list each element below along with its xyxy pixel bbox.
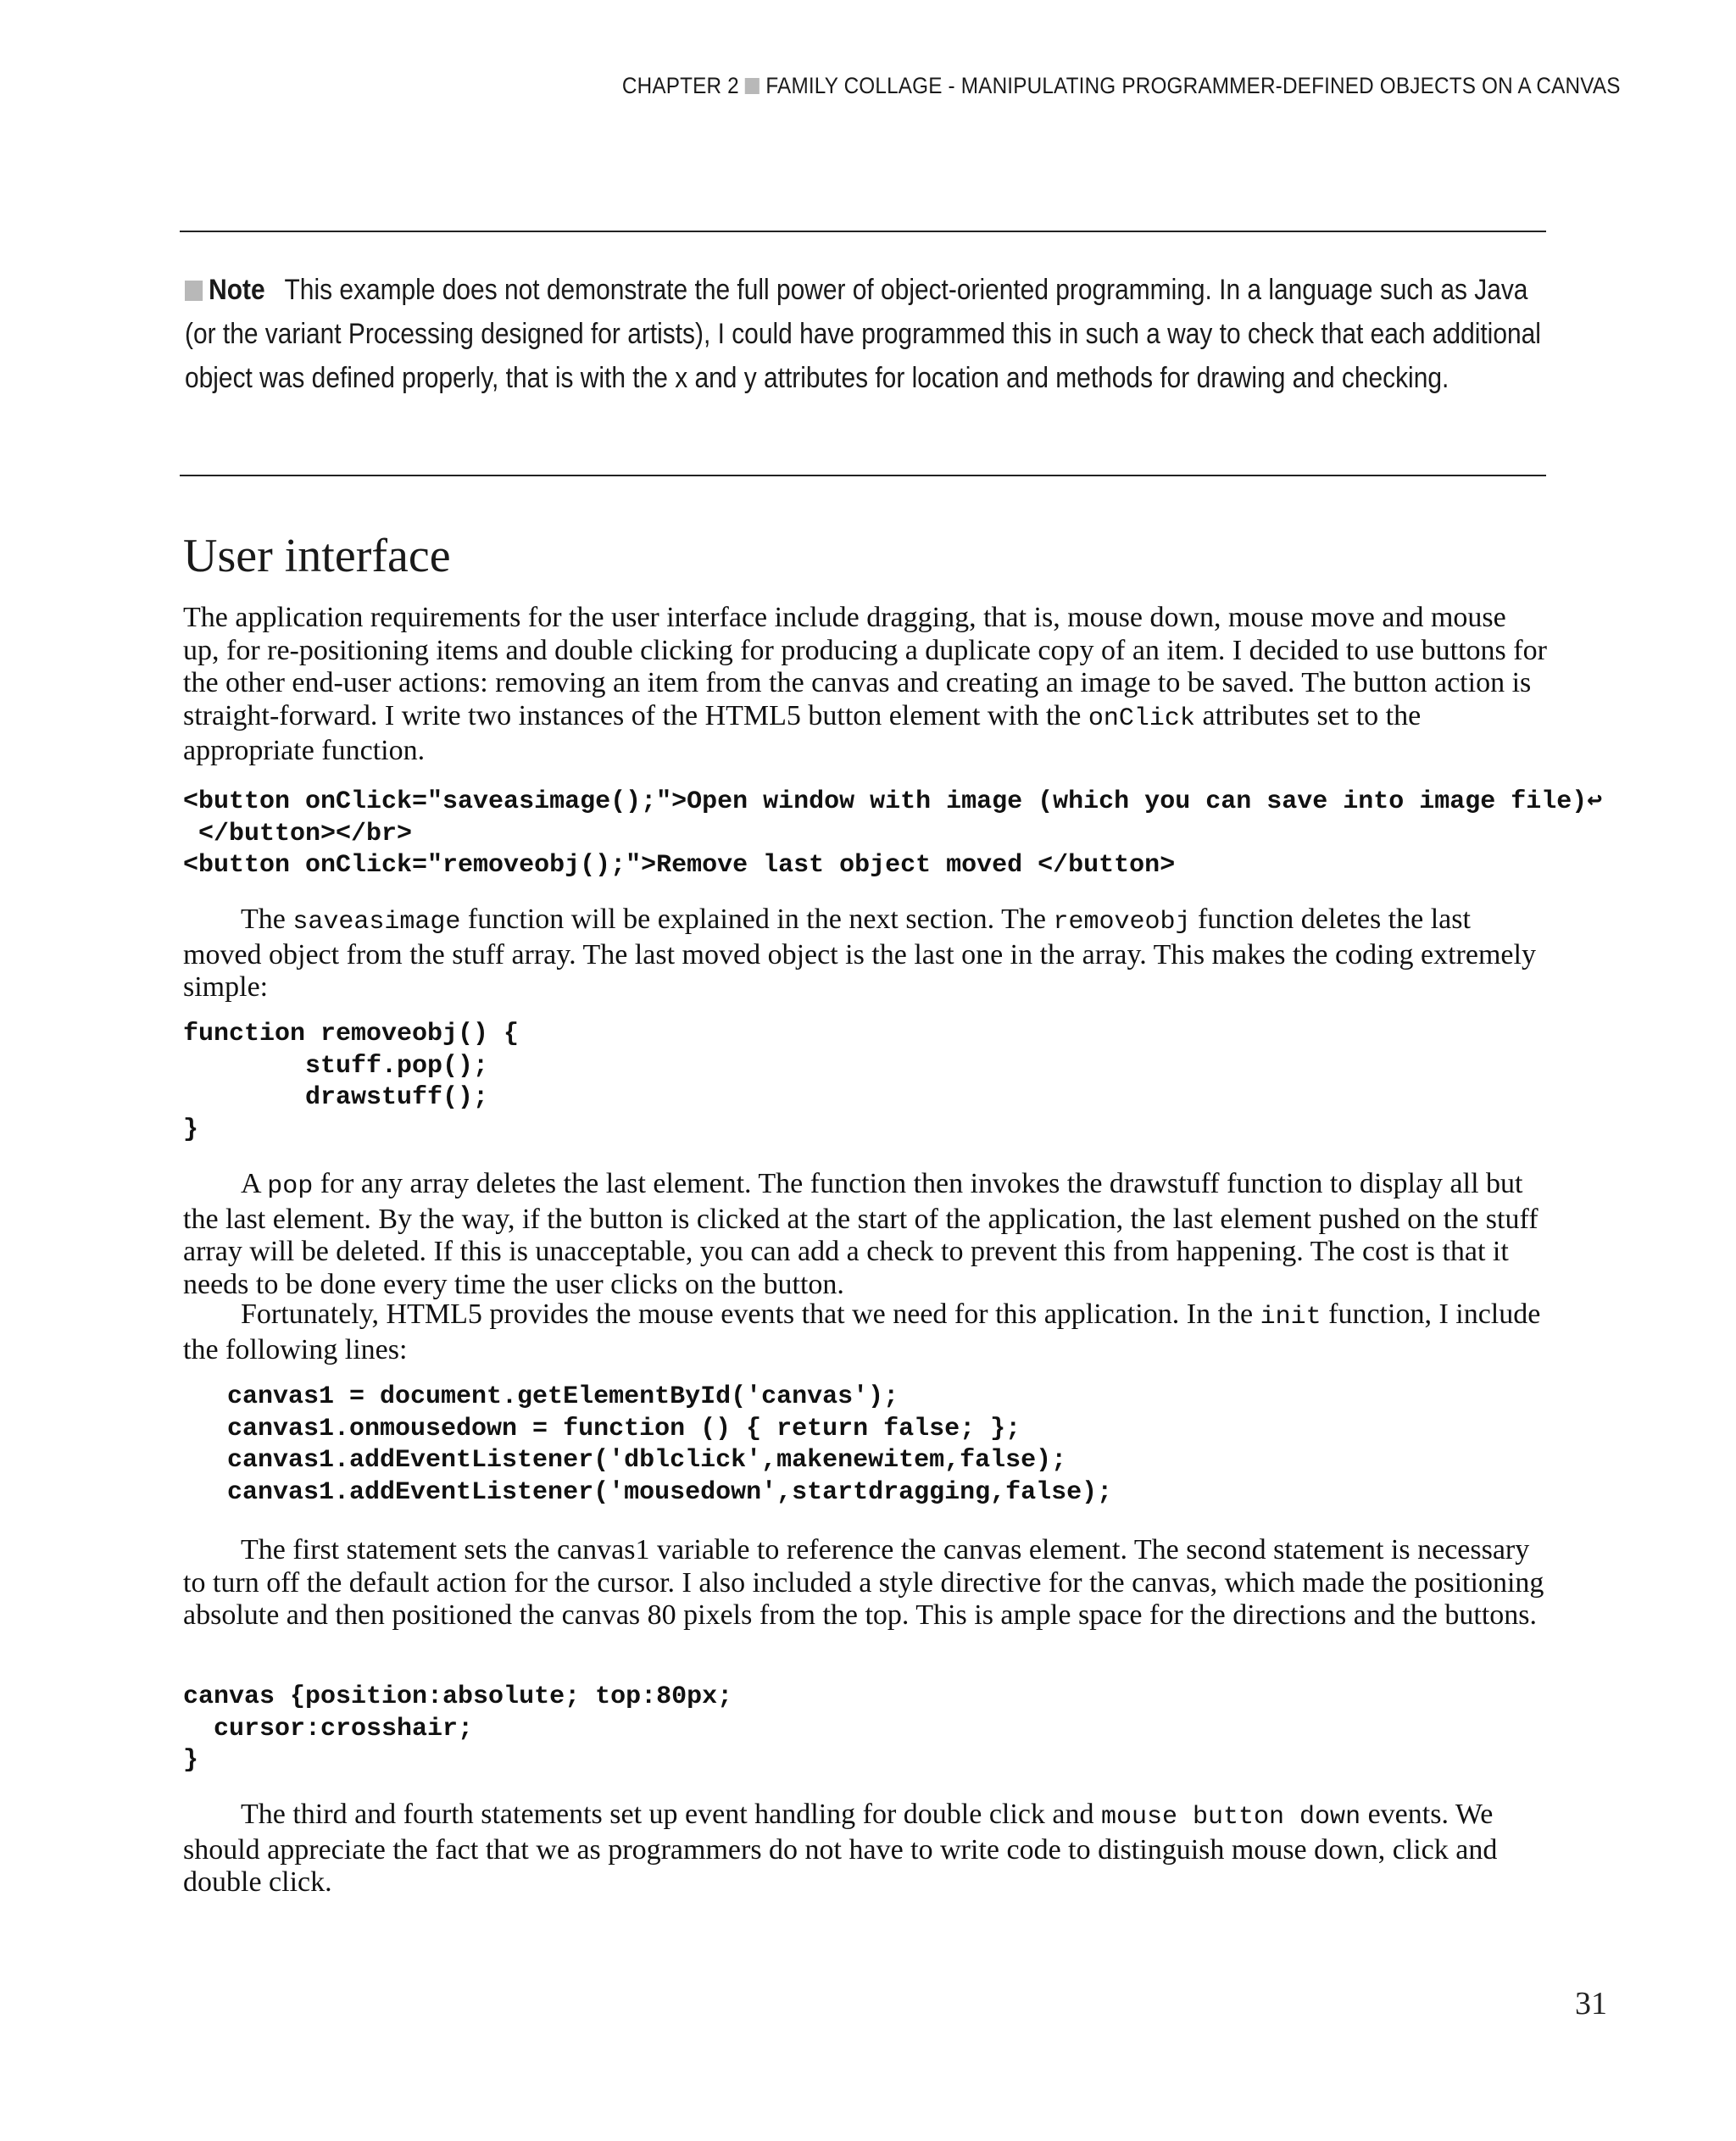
inline-code: pop (267, 1172, 314, 1201)
note-bottom-rule (180, 475, 1546, 476)
inline-code: saveasimage (292, 908, 461, 937)
note-square-icon (185, 281, 203, 301)
paragraph-text: The application requirements for the user interface include dragging, that is, mouse down, mouse move and mouse up, for re-positioning items and double clicking for producing a duplicate copy of an item. I decided to use buttons for the other end-user actions: removing an item from the canvas and creating an image to be saved. The button action is straight-forward. I write two instances of the HTML5 button element with the (183, 602, 1547, 731)
section-title: User interface (183, 530, 451, 582)
chapter-title: FAMILY COLLAGE - MANIPULATING PROGRAMMER-DEFINED OBJECTS ON A CANVAS (765, 73, 1621, 98)
chapter-label: CHAPTER 2 (622, 73, 740, 98)
note-box (185, 268, 1543, 400)
paragraph-text: for any array deletes the last element. The function then invokes the drawstuff function to display all but the last element. By the way, if the button is clicked at the start of the application, the last element pushed on the stuff array will be deleted. If this is unacceptable, you can add a check to prevent this from happening. The cost is that it needs to be done every time the user clicks on the button. (183, 1168, 1538, 1300)
paragraph-text: events. We should appreciate the fact that we as programmers do not have to write code to distinguish mouse down, click and double click. (183, 1799, 1498, 1898)
running-header (622, 73, 1621, 99)
page-number: 31 (1575, 1986, 1607, 2021)
paragraph-text: The (241, 904, 286, 935)
paragraph-text: The third and fourth statements set up event handling for double click and (241, 1799, 1094, 1830)
paragraph-event-handling (183, 1799, 1548, 1899)
inline-code: removeobj (1053, 908, 1191, 937)
paragraph-text: function will be explained in the next section. The (467, 904, 1046, 935)
paragraph-mouse-events (183, 1299, 1548, 1366)
code-block-css: canvas {position:absolute; top:80px; cursor:crosshair; } (183, 1682, 733, 1775)
note-text: This example does not demonstrate the full power of object-oriented programming. In a language such as Java (or the variant Processing designed for artists), I could have programmed this in such a way to check that each additional object was defined properly, that is with the x and y attributes for location and methods for drawing and checking. (185, 274, 1541, 394)
paragraph-text: A (241, 1168, 260, 1199)
inline-code: onClick (1088, 703, 1195, 733)
paragraph-first-statement: The first statement sets the canvas1 variable to reference the canvas element. The second statement is necessary to turn off the default action for the cursor. I also included a style directive for the canvas, which made the positioning absolute and then positioned the canvas 80 pixels from the top. This is ample space for the directions and the buttons. (183, 1534, 1544, 1631)
note-top-rule (180, 231, 1546, 232)
paragraph-intro (183, 602, 1548, 768)
paragraph-text: function deletes the last moved object from the stuff array. The last moved object is the last one in the array. This makes the coding extremely simple: (183, 904, 1536, 1003)
paragraph-text: Fortunately, HTML5 provides the mouse events that we need for this application. In the (241, 1299, 1254, 1330)
inline-code: mouse button down (1101, 1803, 1361, 1832)
paragraph-text: attributes set to the appropriate function. (183, 699, 1422, 766)
paragraph-pop (183, 1168, 1548, 1301)
code-block-removeobj: function removeobj() { stuff.pop(); drawstuff(); } (183, 1020, 520, 1144)
code-block-buttons: <button onClick="saveasimage();">Open window with image (which you can save into image file)↩ </button></br> <button onClick="removeobj();">Remove last object moved </button> (183, 787, 1603, 880)
paragraph-text: function, I include the following lines: (183, 1299, 1541, 1365)
code-block-init: canvas1 = document.getElementById('canvas'); canvas1.onmousedown = function () { return false; }; canvas1.addEventListener('dblclick',makenewitem,false); canvas1.addEventListener('mousedown',startdragging,false); (227, 1382, 1113, 1507)
note-label: Note (209, 274, 265, 306)
separator-square-icon (745, 78, 760, 94)
paragraph-removeobj (183, 904, 1548, 1004)
inline-code: init (1260, 1303, 1321, 1332)
